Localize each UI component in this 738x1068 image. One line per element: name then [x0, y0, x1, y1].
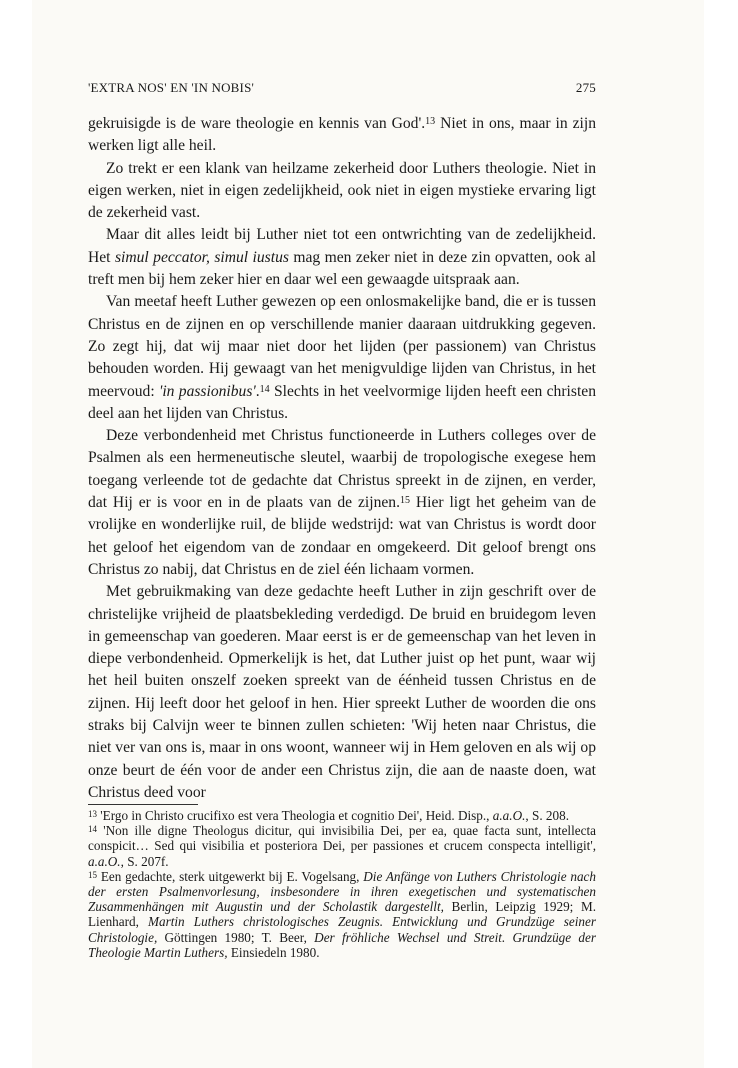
footnotes	[88, 808, 596, 960]
footnote-13: $^{13}$ 'Ergo in Christo crucifixo est vera Theologia et cognitio Dei', Heid. Disp., a.a.O., S. 208.	[88, 808, 569, 823]
footnote-ref-15: 15	[400, 495, 410, 507]
running-header	[88, 80, 596, 98]
footnote-14: $^{14}$ 'Non ille digne Theologus dicitur, qui invisibilia Dei, per ea, quae facta sunt, intellecta conspicit… Sed qui visibilia et posteriora Dei, per passiones et crucem conspecta intelligit', a.a.O., S. 207f.	[88, 823, 596, 869]
footnote-rule	[88, 804, 198, 805]
paragraph-2: Zo trekt er een klank van heilzame zekerheid door Luthers theologie. Niet in eigen werken, niet in eigen zedelijkheid, ook niet in eigen mystieke ervaring ligt de zekerheid vast.	[88, 159, 596, 222]
footnote-15: $^{15}$ Een gedachte, sterk uitgewerkt bij E. Vogelsang, Die Anfänge von Luthers Christologie nach der ersten Psalmenvorlesung, insbesondere in ihren exegetischen und systematischen Zusammenhängen mit Augustin und der Scholastik dargestellt, Berlin, Leipzig 1929; M. Lienhard, Martin Luthers christologisches Zeugnis. Entwicklung und Grundzüge seiner Christologie, Göttingen 1980; T. Beer, Der fröhliche Wechsel und Streit. Grundzüge der Theologie Martin Luthers, Einsiedeln 1980.	[88, 868, 596, 960]
page-number: 275	[575, 80, 596, 95]
body-text	[88, 113, 596, 804]
paragraph-5: Deze verbondenheid met Christus functioneerde in Luthers colleges over de Psalmen als een hermeneutische sleutel, waarbij de tropologische exegese hem toegang verleende tot de gedachte dat Christus spreekt in de zijnen, en verder, dat Hij er is voor en in de plaats van de zijnen.$^{15}$ Hier ligt het geheim van de vrolijke en wonderlijke ruil, de blijde wedstrijd: wat van Christus is wordt door het geloof het eigendom van de zondaar en omgekeerd. Dit geloof brengt ons Christus zo nabij, dat Christus en de ziel één lichaam vormen.	[88, 427, 596, 578]
running-title: 'EXTRA NOS' EN 'IN NOBIS'	[88, 80, 255, 95]
paragraph-6: Met gebruikmaking van deze gedachte heeft Luther in zijn geschrift over de christelijke vrijheid de plaatsbekleding verdedigd. De bruid en bruidegom leven in gemeenschap van goederen. Maar eerst is er de gemeenschap van het leven in diepe verbondenheid. Opmerkelijk is het, dat Luther juist op het punt, waar wij het heil buiten onszelf zoeken spreekt van de éénheid tussen Christus en de zijnen. Hij leeft door het geloof in hen. Hier spreekt Luther de woorden die ons straks bij Calvijn weer te binnen zullen schieten: 'Wij heten naar Christus, die niet ver van ons is, maar in ons woont, wanneer wij in Hem geloven en als wij op onze beurt de één voor de ander een Christus zijn, die aan de naaste doen, wat Christus deed voor	[88, 583, 596, 801]
paragraph-4: Van meetaf heeft Luther gewezen op een onlosmakelijke band, die er is tussen Christus en de zijnen en op verschillende manier daaraan uitdrukking gegeven. Zo zegt hij, dat wij maar niet door het lijden (per passionem) van Christus behouden worden. Hij gewaagt van het menigvuldige lijden van Christus, in het meervoud: 'in passionibus'.$^{14}$ Slechts in het veelvormige lijden heeft een christen deel aan het lijden van Christus.	[88, 293, 596, 422]
footnote-ref-13: 13	[425, 116, 436, 127]
paragraph-3: Maar dit alles leidt bij Luther niet tot een ontwrichting van de zedelijkheid. Het simul peccator, simul iustus mag men zeker niet in deze zin opvatten, ook al treft men bij hem zeker hier en daar wel een gewaagde uitspraak aan.	[88, 226, 596, 289]
footnote-ref-14: 14	[259, 383, 270, 395]
paragraph-1: gekruisigde is de ware theologie en kennis van God'.$^{13}$ Niet in ons, maar in zijn werken ligt alle heil.	[88, 115, 596, 155]
